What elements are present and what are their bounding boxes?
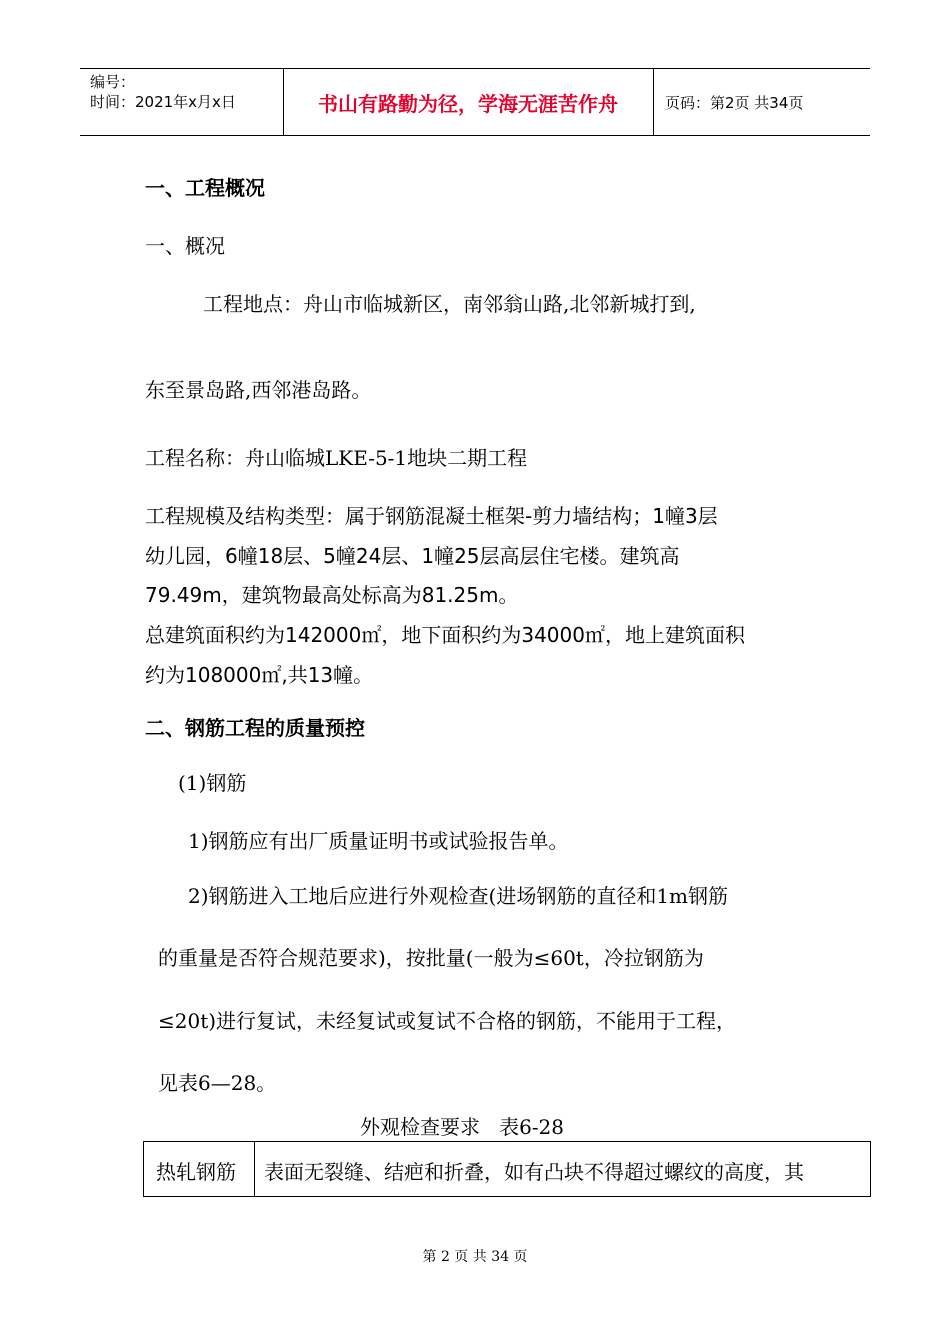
paragraph-line: 工程地点：舟山市临城新区，南邻翁山路,北邻新城打到, bbox=[203, 292, 696, 316]
table-cell: 热轧钢筋 bbox=[156, 1160, 236, 1184]
paragraph-line: 的重量是否符合规范要求)，按批量(一般为≤60t，冷拉钢筋为 bbox=[158, 946, 704, 970]
paragraph-line: 2)钢筋进入工地后应进行外观检查(进场钢筋的直径和1m钢筋 bbox=[188, 884, 729, 908]
paragraph-line: 东至景岛路,西邻港岛路。 bbox=[145, 378, 372, 402]
paragraph-line: 幼儿园，6幢18层、5幢24层、1幢25层高层住宅楼。建筑高 bbox=[145, 544, 680, 568]
paragraph-line: 总建筑面积约为142000㎡，地下面积约为34000㎡，地上建筑面积 bbox=[145, 623, 745, 647]
paragraph-line: 工程规模及结构类型：属于钢筋混凝土框架-剪力墙结构；1幢3层 bbox=[145, 504, 718, 528]
inspection-table bbox=[143, 1141, 871, 1197]
page-footer: 第 2 页 共 34 页 bbox=[422, 1249, 528, 1265]
paragraph-line: 见表6—28。 bbox=[158, 1071, 277, 1095]
header-divider bbox=[653, 69, 654, 135]
table-caption: 外观检查要求 表6-28 bbox=[360, 1115, 565, 1139]
table-divider bbox=[254, 1142, 255, 1196]
section-title: 二、钢筋工程的质量预控 bbox=[145, 716, 365, 740]
page-header bbox=[80, 68, 870, 136]
list-item: (1)钢筋 bbox=[178, 771, 247, 795]
subsection-title: 一、概况 bbox=[145, 234, 225, 258]
paragraph-line: 工程名称：舟山临城LKE-5-1地块二期工程 bbox=[145, 446, 528, 470]
paragraph-line: 79.49m，建筑物最高处标高为81.25m。 bbox=[145, 583, 519, 607]
table-cell: 表面无裂缝、结疤和折叠，如有凸块不得超过螺纹的高度，其 bbox=[264, 1160, 804, 1184]
paragraph-line: ≤20t)进行复试，未经复试或复试不合格的钢筋，不能用于工程， bbox=[158, 1009, 737, 1033]
header-meta bbox=[90, 72, 236, 112]
header-motto: 书山有路勤为径，学海无涯苦作舟 bbox=[318, 91, 618, 116]
list-item: 1)钢筋应有出厂质量证明书或试验报告单。 bbox=[188, 829, 569, 853]
section-title: 一、工程概况 bbox=[145, 176, 265, 200]
header-page-number: 页码：第2页 共34页 bbox=[665, 93, 804, 112]
paragraph-line: 约为108000㎡,共13幢。 bbox=[145, 663, 374, 687]
document-code: 编号： bbox=[90, 73, 136, 91]
document-date: 时间：2021年x月x日 bbox=[90, 93, 236, 111]
